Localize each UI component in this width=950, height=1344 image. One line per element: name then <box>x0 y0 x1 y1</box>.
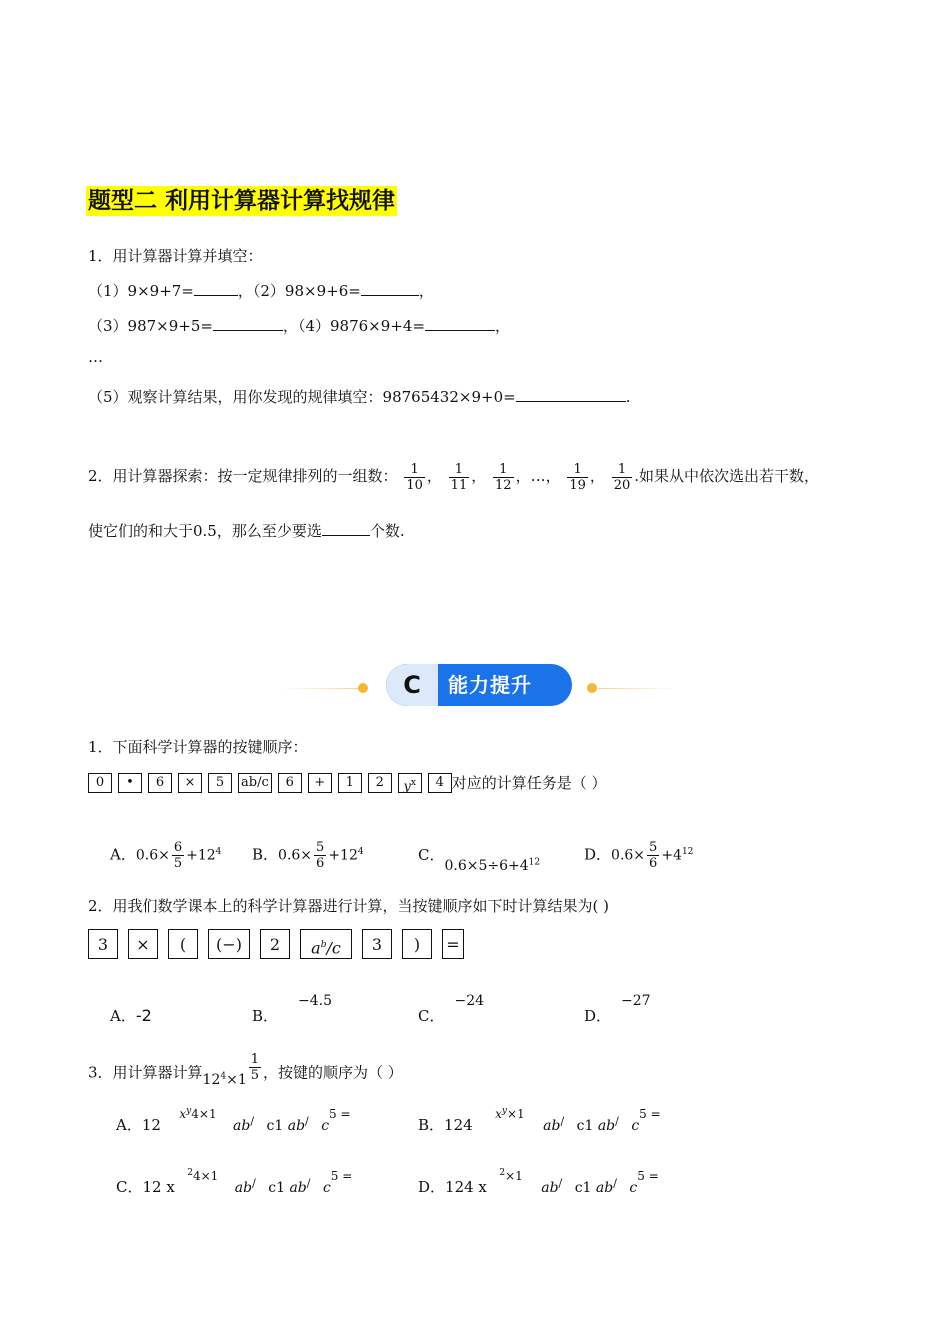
s3-q2-option-d[interactable]: D．−27 <box>584 993 651 1025</box>
calc-key: 6 <box>148 773 172 793</box>
badge-line-right <box>598 688 678 689</box>
badge-dot-right <box>587 683 597 693</box>
section-badge <box>386 664 572 706</box>
calc-key: 3 <box>362 929 392 959</box>
answer-blank[interactable] <box>425 316 495 331</box>
badge-letter: C <box>386 664 438 706</box>
q2-text: 使它们的和大于0.5，那么至少要选 <box>88 522 322 540</box>
s3-q3-option-c[interactable]: C．12 x $^2$4×1 ab/ c1 ab/ c5 = <box>116 1168 353 1196</box>
answer-blank[interactable] <box>322 521 370 536</box>
s3-q2-option-a[interactable]: A．-2 <box>110 1006 152 1025</box>
calc-key: 1 <box>338 773 362 793</box>
s3-q1-option-b[interactable]: B．0.6× $\frac{5}{6}$ $+12^4$ <box>252 840 364 872</box>
calc-key: 6 <box>278 773 302 793</box>
calc-key-power: $y^x$ <box>398 773 422 793</box>
answer-blank[interactable] <box>213 316 283 331</box>
calc-key-fraction: $a^b/c$ <box>300 929 352 959</box>
calc-key: 2 <box>368 773 392 793</box>
q1-ellipsis: … <box>88 348 103 366</box>
q2-line1: 2．用计算器探索：按一定规律排列的一组数： $\frac{1}{10}$ ， $\frac{1}{11}$ ， $\frac{1}{12}$ ，…， $\frac{1}{19}$ ， $\frac{1}{20}$ .如果从中依次选出若干数， <box>88 461 820 493</box>
s3-q2-option-c[interactable]: C．−24 <box>418 993 485 1025</box>
calc-key: 3 <box>88 929 118 959</box>
q1-part5: （5）观察计算结果，用你发现的规律填空：98765432×9+0= <box>88 388 516 406</box>
calc-key: = <box>442 929 464 959</box>
s3-q1-stem: 1．下面科学计算器的按键顺序： <box>88 738 308 756</box>
calc-key: ( <box>168 929 198 959</box>
s3-q2-keys <box>88 929 474 959</box>
answer-blank[interactable] <box>516 387 626 402</box>
fraction: $\frac{1}{19}$ <box>569 461 586 493</box>
q1-part4: ，（4）9876×9+4= <box>282 317 425 335</box>
fraction: $\frac{1}{20}$ <box>613 461 631 493</box>
q1-line3 <box>88 386 630 407</box>
fraction: $\frac{1}{11}$ <box>450 461 468 493</box>
s3-q1-option-a[interactable]: A．0.6× $\frac{6}{5}$ $+12^4$ <box>110 840 222 872</box>
calc-key: × <box>128 929 158 959</box>
calc-key: ab/c <box>238 773 272 793</box>
calc-key: 5 <box>208 773 232 793</box>
s3-q1-after: 对应的计算任务是（ ） <box>451 774 607 792</box>
s3-q3-option-a[interactable]: A．12 $x^y4\times 1$ ab/ c1 ab/ c5 = <box>116 1106 351 1134</box>
calc-key: (−) <box>208 929 250 959</box>
q1-line2 <box>88 315 510 336</box>
q1-part2: ，（2）98×9+6= <box>237 282 361 300</box>
s3-q3-option-d[interactable]: D．124 x $^2$×1 ab/ c1 ab/ c5 = <box>418 1168 659 1196</box>
s3-q2-stem: 2．用我们数学课本上的科学计算器进行计算，当按键顺序如下时计算结果为( ) <box>88 897 610 915</box>
s3-q1-option-c[interactable]: C．$0.6\times 5\div 6+4^{12}$ <box>418 846 541 874</box>
s3-q1-option-d[interactable]: D．0.6× $\frac{5}{6}$ $+4^{12}$ <box>584 840 694 872</box>
calc-key: • <box>118 773 142 793</box>
q1-line1 <box>88 280 434 301</box>
badge-dot-left <box>358 683 368 693</box>
calc-key: × <box>178 773 202 793</box>
q1-period: . <box>625 388 631 406</box>
answer-blank[interactable] <box>194 281 238 296</box>
q2-stem: 2．用计算器探索：按一定规律排列的一组数： <box>88 467 398 485</box>
answer-blank[interactable] <box>361 281 419 296</box>
q2-line2 <box>88 520 405 541</box>
calc-key: 0 <box>88 773 112 793</box>
q2-text-end: 个数. <box>369 522 405 540</box>
fraction: $\frac{1}{10}$ <box>406 461 423 493</box>
badge-line-left <box>280 688 360 689</box>
q1-part1: （1）9×9+7= <box>88 282 194 300</box>
s3-q2-option-b[interactable]: B．−4.5 <box>252 993 333 1025</box>
badge-label: 能力提升 <box>448 673 532 697</box>
calc-key: + <box>308 773 332 793</box>
calc-key: 2 <box>260 929 290 959</box>
q1-comma: ， <box>418 282 434 300</box>
fraction: $\frac{1}{12}$ <box>495 461 512 493</box>
section-title: 题型二 利用计算器计算找规律 <box>88 188 396 214</box>
calc-key: 4 <box>428 773 452 793</box>
q1-part3: （3）987×9+5= <box>88 317 213 335</box>
q1-comma: ， <box>494 317 510 335</box>
q1-stem: 1．用计算器计算并填空： <box>88 247 263 265</box>
s3-q3-stem: 3．用计算器计算$12^4\times 1$ $\frac{1}{5}$ ，按键的顺序为（ ） <box>88 1052 403 1088</box>
calc-key: ) <box>402 929 432 959</box>
s3-q1-keys <box>88 772 607 793</box>
s3-q3-option-b[interactable]: B．124 $x^y\times 1$ ab/ c1 ab/ c5 = <box>418 1106 661 1134</box>
